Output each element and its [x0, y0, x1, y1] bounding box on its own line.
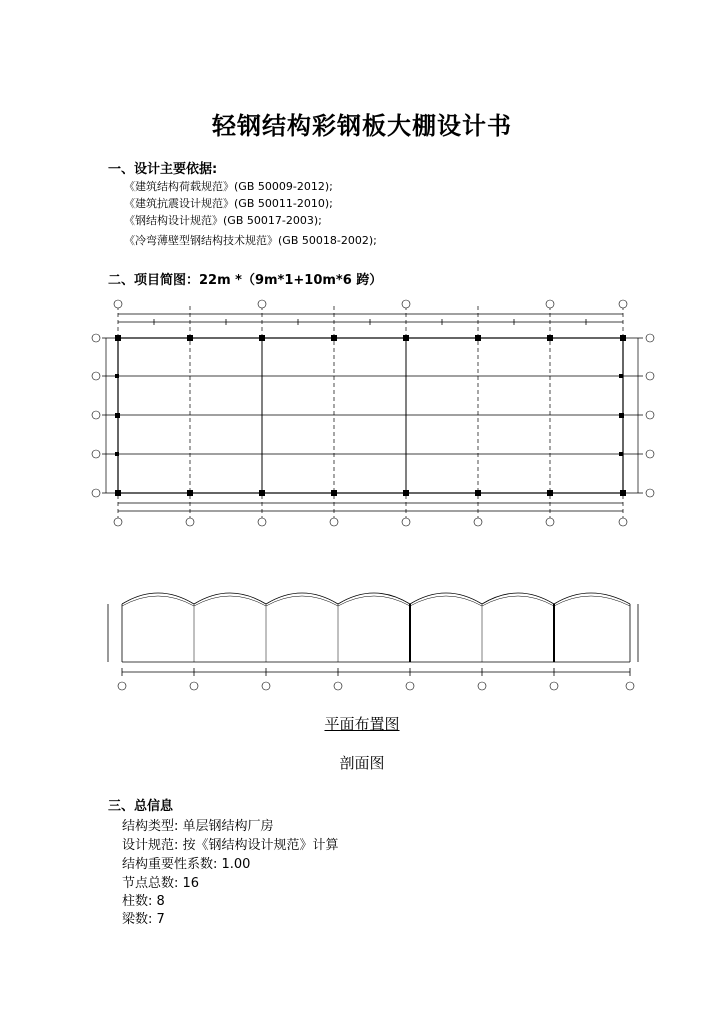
section-elevation-drawing [100, 578, 645, 693]
info-beam-count: 梁数: 7 [122, 912, 165, 927]
section-caption: 剖面图 [339, 754, 385, 772]
document-title: 轻钢结构彩钢板大棚设计书 [212, 112, 512, 140]
basis-item-4: 《冷弯薄壁型钢结构技术规范》(GB 50018-2002); [124, 234, 377, 247]
info-column-count: 柱数: 8 [122, 894, 165, 909]
section-3-heading: 三、总信息 [108, 799, 174, 814]
info-importance-factor: 结构重要性系数: 1.00 [122, 857, 251, 872]
info-design-code: 设计规范: 按《钢结构设计规范》计算 [122, 838, 339, 853]
basis-item-3: 《钢结构设计规范》(GB 50017-2003); [124, 214, 322, 227]
section-1-heading: 一、设计主要依据: [108, 162, 218, 177]
plan-layout-drawing [88, 298, 658, 528]
info-structure-type: 结构类型: 单层钢结构厂房 [122, 819, 274, 834]
basis-item-2: 《建筑抗震设计规范》(GB 50011-2010); [124, 197, 333, 210]
basis-item-1: 《建筑结构荷载规范》(GB 50009-2012); [124, 180, 333, 193]
section-2-heading: 二、项目简图：22m *（9m*1+10m*6 跨） [108, 273, 383, 288]
info-node-count: 节点总数: 16 [122, 876, 200, 891]
plan-layout-caption: 平面布置图 [324, 715, 400, 733]
